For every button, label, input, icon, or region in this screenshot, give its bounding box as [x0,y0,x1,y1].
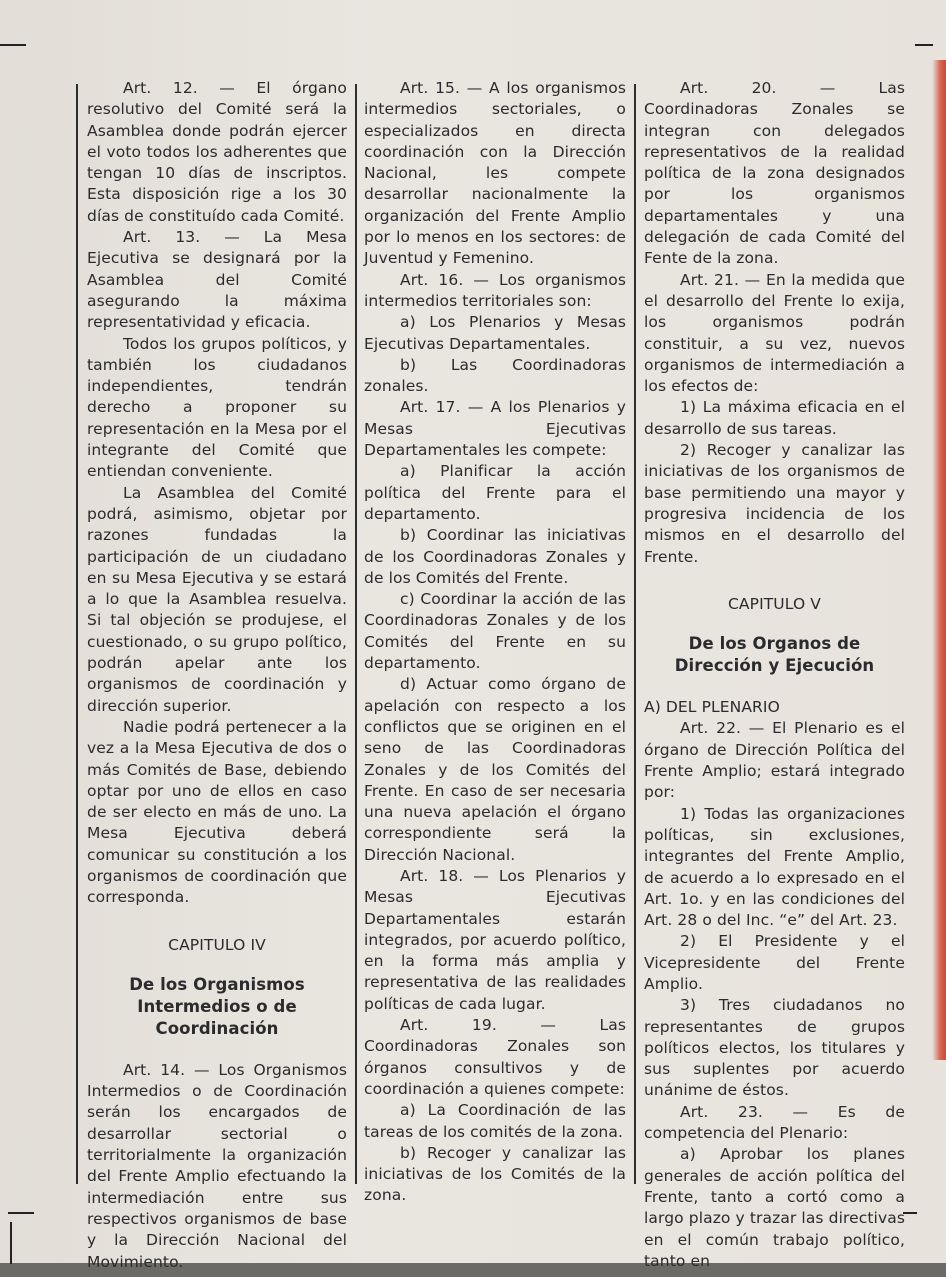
crop-mark-bottom-left [8,1212,34,1214]
paragraph: Art. 23. — Es de competencia del Plenario: [644,1102,905,1143]
list-item: 2) El Presidente y el Vicepresidente del Frente Amplio. [644,932,905,993]
column-2 [364,78,626,1207]
subsection-title: A) DEL PLENARIO [644,698,780,717]
paragraph: Nadie podrá pertenecer a la vez a la Mesa Ejecutiva de dos o más Comités de Base, debiendo optar por uno de ellos en caso de ser electo en más de uno. La Mesa Ejecutiva deberá comunicar su constitución a los organismos de coordinación que corresponda. [87,717,347,907]
paragraph: Art. 21. — En la medida que el desarrollo del Frente lo exija, los organismos podrán constituir, a su vez, nuevos organismos de intermediación a los efectos de: [644,270,905,396]
crop-mark-bottom-left-vertical [10,1222,12,1264]
column-rule-middle-2 [634,84,636,1184]
column-3 [644,78,905,1272]
list-item: a) Aprobar los planes generales de acción política del Frente, tanto a cortó como a largo plazo y trazar las directivas en el común trabajo político, tanto en [644,1145,905,1270]
paragraph: Art. 13. — La Mesa Ejecutiva se designará por la Asamblea del Comité asegurando la máxima representatividad y eficacia. [87,228,347,332]
heading-line: Dirección y Ejecución [674,656,875,676]
list-item: a) Los Plenarios y Mesas Ejecutivas Departamentales. [364,313,626,353]
paragraph: Art. 12. — El órgano resolutivo del Comité será la Asamblea donde podrán ejercer el voto todos los adherentes que tengan 10 días de inscriptos. Esta disposición rige a los 30 días de constituído cada Comité. [87,79,347,225]
heading-line: Intermedios o de [137,996,297,1016]
crop-mark-top-left [0,44,26,46]
crop-mark-bottom-right [903,1212,917,1214]
list-item: 2) Recoger y canalizar las iniciativas de los organismos de base permitiendo una mayor y progresiva incidencia de los mismos en el desarrollo del Frente. [644,441,905,566]
section-heading [87,974,347,1040]
paragraph: Art. 17. — A los Plenarios y Mesas Ejecutivas Departamentales les compete: [364,398,626,460]
paragraph: Art. 20. — Las Coordinadoras Zonales se integran con delegados representativos de la realidad política de la zona designados por los organismos departamentales y una delegación de cada Comité del Fente de la zona. [644,79,905,268]
list-item: d) Actuar como órgano de apelación con respecto a los conflictos que se originen en el seno de las Coordinadoras Zonales y de los Comités del Frente. En caso de ser necesaria una nueva apelación el órgano correspondiente será la Dirección Nacional. [364,675,626,864]
crop-mark-top-right [915,44,933,46]
column-rule-middle-1 [355,84,357,1184]
paragraph: Art. 15. — A los organismos intermedios sectoriales, o especializados en directa coordinación con la Dirección Nacional, les compete desarrollar nacionalmente la organización del Frente Amplio por lo menos en los sectores: de Juventud y Femenino. [364,79,626,268]
list-item: b) Coordinar las iniciativas de los Coordinadoras Zonales y de los Comités del Frente. [364,526,626,587]
heading-line: De los Organismos [129,974,305,994]
list-item: 1) La máxima eficacia en el desarrollo de sus tareas. [644,398,905,438]
chapter-title: CAPITULO V [728,594,821,613]
heading-line: De los Organos de [688,634,861,654]
list-item: a) Planificar la acción política del Frente para el departamento. [364,462,626,523]
heading-line: Coordinación [155,1018,279,1038]
list-item: b) Las Coordinadoras zonales. [364,355,626,396]
chapter-title: CAPITULO IV [168,935,266,954]
paragraph: Art. 16. — Los organismos intermedios territoriales son: [364,270,626,310]
paragraph: Art. 22. — El Plenario es el órgano de Dirección Política del Frente Amplio; estará integrado por: [644,719,905,802]
column-rule-left [76,84,78,1184]
paragraph: Art. 18. — Los Plenarios y Mesas Ejecutivas Departamentales estarán integrados, por acuerdo político, en la forma más amplia y representativa de las realidades políticas de cada lugar. [364,866,626,1013]
list-item: c) Coordinar la acción de las Coordinadoras Zonales y de los Comités del Frente en su departamento. [364,590,626,673]
red-cover-edge [932,60,946,1060]
paragraph: Todos los grupos políticos, y también los ciudadanos independientes, tendrán derecho a proponer su representación en la Mesa por el integrante del Comité que entiendan conveniente. [87,334,347,481]
column-1 [87,78,347,1273]
paragraph: La Asamblea del Comité podrá, asimismo, objetar por razones fundadas la participación de un ciudadano en su Mesa Ejecutiva y se estará a lo que la Asamblea resuelva. Si tal objeción se produjese, el cuestionado, o su grupo político, podrán apelar ante los organismos de coordinación y dirección superior. [87,483,347,715]
paragraph: Art. 14. — Los Organismos Intermedios o de Coordinación serán los encargados de desarrollar sectorial o territorialmente la organización del Frente Amplio efectuando la intermediación entre sus respectivos organismos de base y la Dirección Nacional del Movimiento. [87,1060,347,1271]
paragraph: Art. 19. — Las Coordinadoras Zonales son órganos consultivos y de coordinación a quienes compete: [364,1016,626,1098]
section-heading [644,633,905,677]
list-item: a) La Coordinación de las tareas de los comités de la zona. [364,1101,626,1141]
list-item: 1) Todas las organizaciones políticas, sin exclusiones, integrantes del Frente Amplio, de acuerdo a lo expresado en el Art. 1o. y en las condiciones del Art. 28 o del Inc. “e” del Art. 23. [644,804,905,930]
list-item: b) Recoger y canalizar las iniciativas de los Comités de la zona. [364,1143,626,1205]
list-item: 3) Tres ciudadanos no representantes de grupos políticos electos, los titulares y sus suplentes por acuerdo unánime de éstos. [644,996,905,1100]
